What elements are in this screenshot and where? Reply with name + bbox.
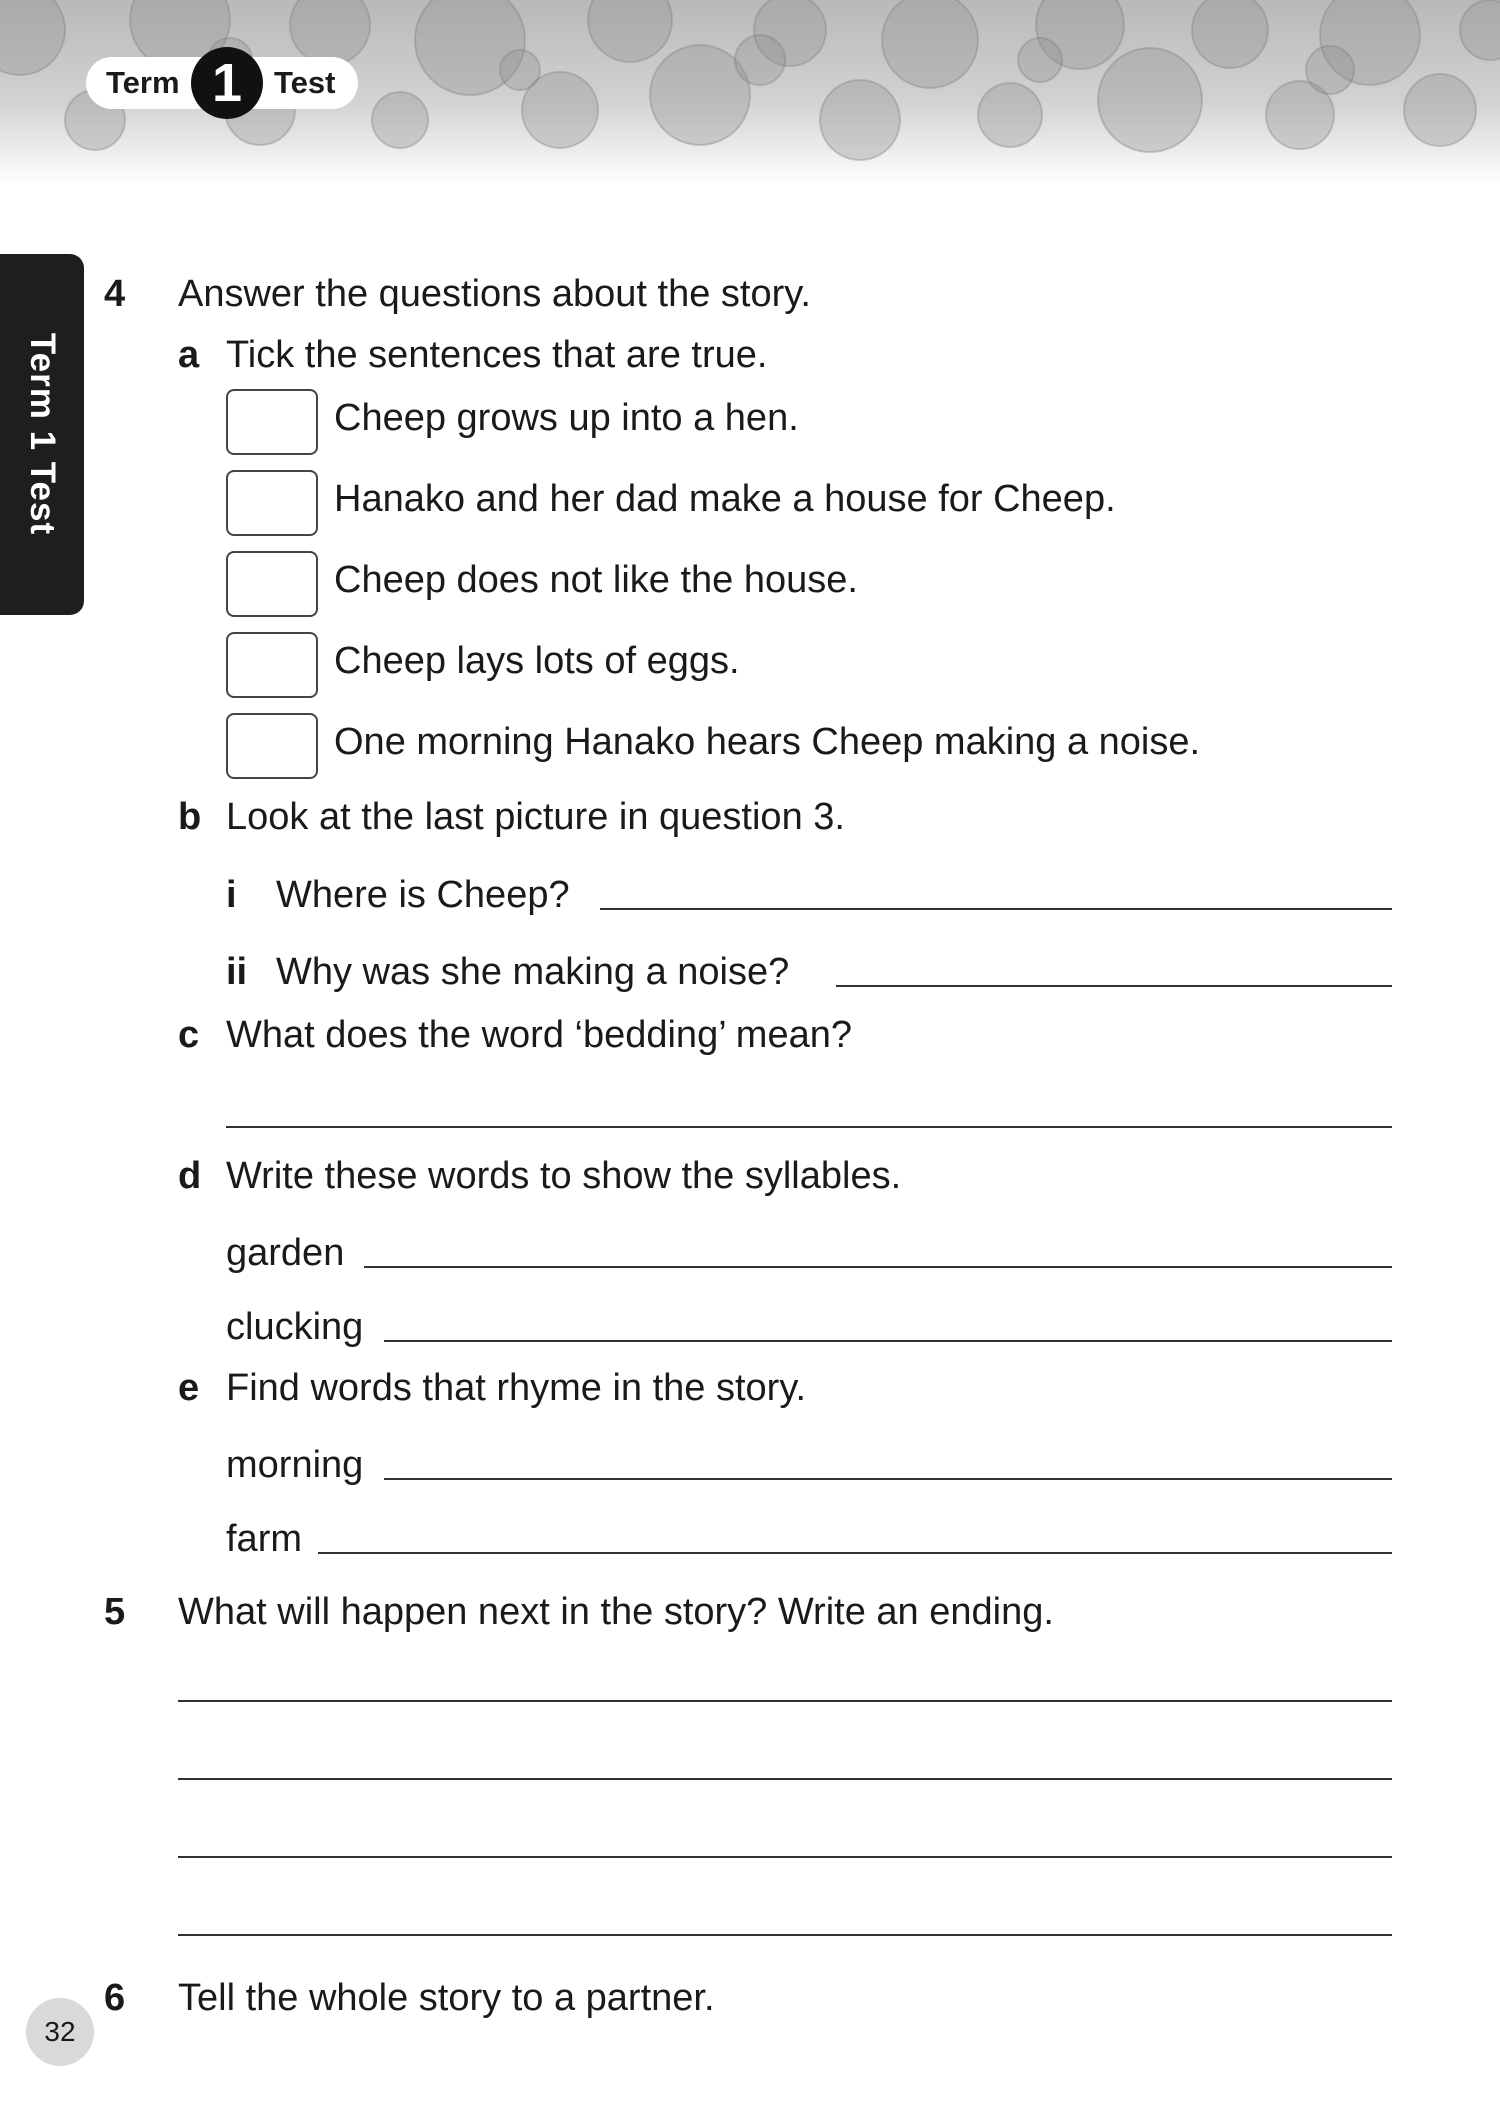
part-a-letter: a bbox=[178, 334, 200, 376]
part-e-letter: e bbox=[178, 1367, 200, 1409]
side-tab-label: Term 1 Test bbox=[23, 332, 62, 536]
tick-box-2[interactable] bbox=[226, 470, 318, 536]
answer-line-b-i[interactable] bbox=[600, 908, 1392, 910]
answer-line-5-4[interactable] bbox=[178, 1934, 1392, 1936]
answer-line-d-1[interactable] bbox=[364, 1266, 1392, 1268]
part-d-prompt: Write these words to show the syllables. bbox=[226, 1155, 902, 1197]
question-number-6: 6 bbox=[104, 1977, 126, 2019]
page-number: 32 bbox=[26, 1998, 94, 2066]
statement-2: Hanako and her dad make a house for Cheep. bbox=[334, 478, 1116, 520]
pill-term-label: Term bbox=[106, 65, 180, 100]
pill-term-number: 1 bbox=[191, 47, 263, 119]
question-5-prompt: What will happen next in the story? Write an ending. bbox=[178, 1591, 1054, 1633]
header-banner bbox=[0, 0, 1500, 185]
part-d-letter: d bbox=[178, 1155, 202, 1197]
statement-4: Cheep lays lots of eggs. bbox=[334, 640, 740, 682]
question-6-prompt: Tell the whole story to a partner. bbox=[178, 1977, 715, 2019]
part-b-ii-question: Why was she making a noise? bbox=[276, 951, 790, 993]
answer-line-e-2[interactable] bbox=[318, 1552, 1392, 1554]
answer-line-b-ii[interactable] bbox=[836, 985, 1392, 987]
part-b-prompt: Look at the last picture in question 3. bbox=[226, 796, 845, 838]
part-c-prompt: What does the word ‘bedding’ mean? bbox=[226, 1014, 852, 1056]
part-b-ii-label: ii bbox=[226, 951, 248, 993]
statement-1: Cheep grows up into a hen. bbox=[334, 397, 799, 439]
term-test-pill bbox=[86, 53, 358, 113]
tick-box-5[interactable] bbox=[226, 713, 318, 779]
pill-test-label: Test bbox=[274, 65, 336, 100]
rhyme-word-2: farm bbox=[226, 1518, 302, 1560]
answer-line-e-1[interactable] bbox=[384, 1478, 1392, 1480]
statement-3: Cheep does not like the house. bbox=[334, 559, 858, 601]
statement-5: One morning Hanako hears Cheep making a noise. bbox=[334, 721, 1201, 763]
part-a-prompt: Tick the sentences that are true. bbox=[226, 334, 768, 376]
part-e-prompt: Find words that rhyme in the story. bbox=[226, 1367, 807, 1409]
answer-line-5-2[interactable] bbox=[178, 1778, 1392, 1780]
part-b-letter: b bbox=[178, 796, 202, 838]
question-number-5: 5 bbox=[104, 1591, 126, 1633]
answer-line-5-3[interactable] bbox=[178, 1856, 1392, 1858]
tick-box-4[interactable] bbox=[226, 632, 318, 698]
side-tab bbox=[0, 254, 84, 615]
part-b-i-question: Where is Cheep? bbox=[276, 874, 570, 916]
rhyme-word-1: morning bbox=[226, 1444, 364, 1486]
tick-box-1[interactable] bbox=[226, 389, 318, 455]
answer-line-c[interactable] bbox=[226, 1126, 1392, 1128]
part-b-i-label: i bbox=[226, 874, 237, 916]
answer-line-5-1[interactable] bbox=[178, 1700, 1392, 1702]
syllable-word-1: garden bbox=[226, 1232, 345, 1274]
syllable-word-2: clucking bbox=[226, 1306, 364, 1348]
part-c-letter: c bbox=[178, 1014, 200, 1056]
question-number-4: 4 bbox=[104, 273, 126, 315]
answer-line-d-2[interactable] bbox=[384, 1340, 1392, 1342]
question-4-prompt: Answer the questions about the story. bbox=[178, 273, 811, 315]
tick-box-3[interactable] bbox=[226, 551, 318, 617]
